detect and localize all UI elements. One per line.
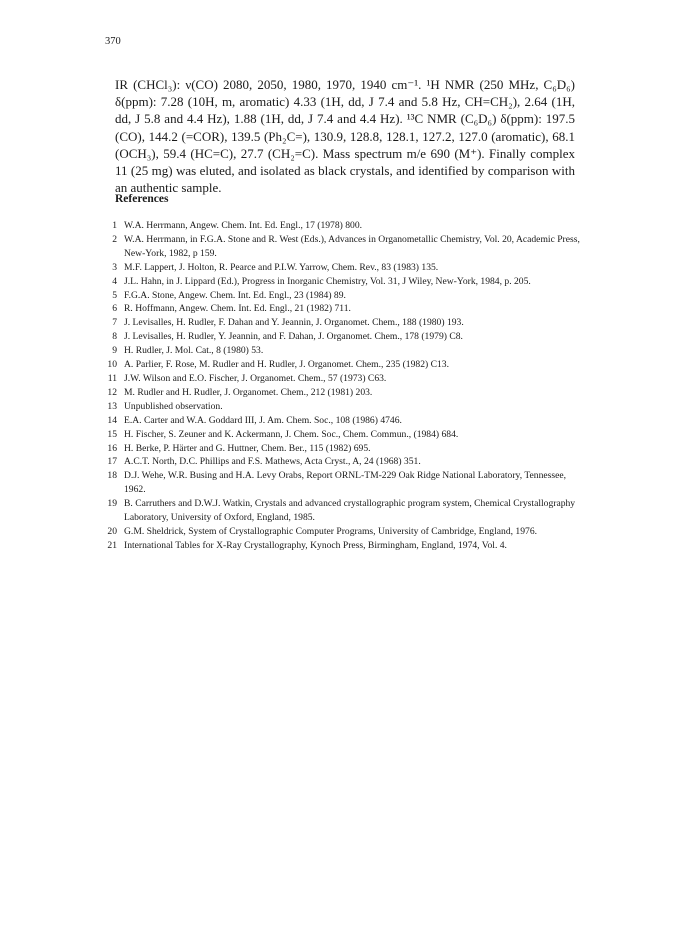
reference-item [105, 289, 583, 303]
reference-text: M. Rudler and H. Rudler, J. Organomet. Chem., 212 (1981) 203. [124, 386, 373, 398]
reference-number: 1 [112, 220, 117, 231]
reference-text: A.C.T. North, D.C. Phillips and F.S. Mathews, Acta Cryst., A, 24 (1968) 351. [124, 456, 421, 468]
reference-text: J. Levisalles, H. Rudler, Y. Jeannin, and F. Dahan, J. Organomet. Chem., 178 (1979) C8. [124, 331, 463, 343]
reference-item [105, 469, 583, 497]
reference-number: 19 [107, 498, 117, 510]
reference-text: J. Levisalles, H. Rudler, F. Dahan and Y. Jeannin, J. Organomet. Chem., 188 (1980) 193. [124, 317, 464, 329]
reference-number: 14 [107, 414, 117, 426]
reference-number: 4 [112, 275, 117, 287]
reference-number: 11 [107, 372, 117, 384]
reference-text: G.M. Sheldrick, System of Crystallographic Computer Programs, University of Cambridge, England, 1976. [124, 525, 538, 537]
reference-item [105, 455, 583, 469]
reference-number: 18 [107, 470, 117, 482]
reference-item [105, 330, 583, 344]
reference-text: R. Hoffmann, Angew. Chem. Int. Ed. Engl., 21 (1982) 711. [124, 303, 351, 315]
reference-number: 2 [112, 233, 117, 245]
reference-text: D.J. Wehe, W.R. Busing and H.A. Levy Orabs, Report ORNL-TM-229 Oak Ridge National Laboratory, Tennessee, 1962. [124, 470, 567, 496]
reference-text: H. Berke, P. Härter and G. Huttner, Chem. Ber., 115 (1982) 695. [124, 442, 371, 454]
reference-item [105, 428, 583, 442]
reference-number: 16 [107, 442, 117, 454]
reference-number: 5 [112, 289, 117, 301]
reference-item [105, 400, 583, 414]
reference-text: J.L. Hahn, in J. Lippard (Ed.), Progress in Inorganic Chemistry, Vol. 31, J Wiley, New-York, 1984, p. 205. [124, 275, 531, 287]
reference-item [105, 414, 583, 428]
reference-number: 8 [112, 331, 117, 343]
reference-text: H. Rudler, J. Mol. Cat., 8 (1980) 53. [124, 345, 264, 357]
reference-number: 6 [112, 303, 117, 315]
reference-number: 20 [107, 525, 117, 537]
reference-item [105, 539, 583, 553]
reference-text: E.A. Carter and W.A. Goddard III, J. Am. Chem. Soc., 108 (1986) 4746. [124, 414, 402, 426]
reference-item [105, 275, 583, 289]
reference-text: International Tables for X-Ray Crystallography, Kynoch Press, Birmingham, England, 1974, Vol. 4. [124, 539, 507, 551]
reference-text: A. Parlier, F. Rose, M. Rudler and H. Rudler, J. Organomet. Chem., 235 (1982) C13. [124, 359, 449, 371]
experimental-paragraph: IR (CHCl₃): ν(CO) 2080, 2050, 1980, 1970, 1940 cm⁻¹. ¹H NMR (250 MHz, C₆D₆) δ(ppm): 7.28 (10H, m, aromatic) 4.33 (1H, dd, J 7.4 and 5.8 Hz, CH=CH₂), 2.64 (1H, dd, J 5.8 and 4.4 Hz), 1.88 (1H, dd, J 7.4 and 4.4 Hz). ¹³C NMR (C₆D₆) δ(ppm): 197.5 (CO), 144.2 (=COR), 139.5 (Ph₂C=), 130.9, 128.8, 128.1, 127.2, 127.0 (aromatic), 68.1 (OCH₃), 59.4 (HC=C), 27.7 (CH₂=C). Mass spectrum m/e 690 (M⁺). Finally complex 11 (25 mg) was eluted, and isolated as black crystals, and identified by comparison with an authentic sample. [115, 77, 575, 196]
reference-list [105, 219, 583, 553]
reference-text: H. Fischer, S. Zeuner and K. Ackermann, J. Chem. Soc., Chem. Commun., (1984) 684. [124, 428, 459, 440]
reference-number: 21 [107, 539, 117, 551]
reference-text: Unpublished observation. [124, 400, 223, 412]
reference-number: 17 [107, 456, 117, 468]
references-heading: References [115, 193, 169, 205]
reference-item [105, 233, 583, 261]
reference-item [105, 442, 583, 456]
reference-item [105, 219, 583, 233]
reference-item [105, 302, 583, 316]
reference-item [105, 344, 583, 358]
reference-item [105, 261, 583, 275]
reference-number: 7 [112, 317, 117, 329]
reference-item [105, 372, 583, 386]
reference-number: 12 [107, 386, 117, 398]
reference-item [105, 497, 583, 525]
reference-text: W.A. Herrmann, Angew. Chem. Int. Ed. Engl., 17 (1978) 800. [124, 220, 363, 231]
page-number: 370 [105, 36, 121, 47]
reference-item [105, 386, 583, 400]
reference-item [105, 316, 583, 330]
reference-item [105, 358, 583, 372]
reference-text: J.W. Wilson and E.O. Fischer, J. Organomet. Chem., 57 (1973) C63. [124, 372, 387, 384]
reference-text: B. Carruthers and D.W.J. Watkin, Crystals and advanced crystallographic program system, Chemical Crystallography Laboratory, University of Oxford, England, 1985. [124, 498, 576, 524]
reference-text: W.A. Herrmann, in F.G.A. Stone and R. West (Eds.), Advances in Organometallic Chemistry, Vol. 20, Academic Press, New-York, 1982, p 159. [124, 233, 580, 259]
reference-number: 10 [107, 359, 117, 371]
reference-text: M.F. Lappert, J. Holton, R. Pearce and P.I.W. Yarrow, Chem. Rev., 83 (1983) 135. [124, 261, 439, 273]
reference-number: 15 [107, 428, 117, 440]
reference-item [105, 525, 583, 539]
reference-number: 9 [112, 345, 117, 357]
reference-number: 3 [112, 261, 117, 273]
reference-number: 13 [107, 400, 117, 412]
reference-text: F.G.A. Stone, Angew. Chem. Int. Ed. Engl., 23 (1984) 89. [124, 289, 346, 301]
